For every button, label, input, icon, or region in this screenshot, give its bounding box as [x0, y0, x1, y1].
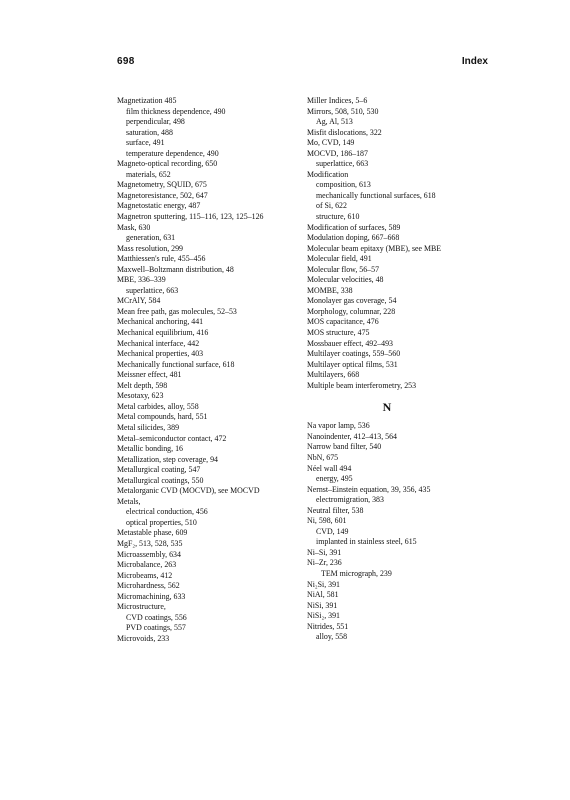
index-subentry: PVD coatings, 557 — [126, 623, 186, 633]
index-entry: MBE, 336–339 — [117, 275, 166, 285]
index-entry: Mechanical equilibrium, 416 — [117, 328, 209, 338]
index-subentry: electrical conduction, 456 — [126, 507, 208, 517]
index-entry: Microbalance, 263 — [117, 560, 177, 570]
index-entry: Molecular velocities, 48 — [307, 275, 384, 285]
index-entry: Melt depth, 598 — [117, 380, 168, 390]
index-section-m-continued — [307, 96, 497, 391]
index-entry: Mask, 630 — [117, 222, 151, 232]
index-entry: Neutral filter, 538 — [307, 505, 364, 515]
index-subentry: superlattice, 663 — [316, 159, 369, 169]
index-entry: Multilayer optical films, 531 — [307, 359, 398, 369]
index-entry: Magnetometry, SQUID, 675 — [117, 180, 207, 190]
index-entry: Mesotaxy, 623 — [117, 391, 164, 401]
index-entry: NiSi₂, 391 — [307, 611, 341, 621]
index-entry: Metallic bonding, 16 — [117, 444, 183, 454]
index-entry: Ni–Si, 391 — [307, 547, 342, 557]
index-subentry: surface, 491 — [126, 138, 165, 148]
index-entry: Mass resolution, 299 — [117, 243, 183, 253]
index-entry: Na vapor lamp, 536 — [307, 421, 370, 431]
index-entry: Molecular beam epitaxy (MBE), see MBE — [307, 243, 442, 253]
index-entry: Microbeams, 412 — [117, 570, 173, 580]
index-subentry: generation, 631 — [126, 233, 176, 243]
index-entry: Metal carbides, alloy, 558 — [117, 401, 199, 411]
index-entry: Misfit dislocations, 322 — [307, 127, 382, 137]
index-entry: MOS capacitance, 476 — [307, 317, 379, 327]
index-entry: Monolayer gas coverage, 54 — [307, 296, 397, 306]
index-section-n — [307, 421, 497, 642]
index-entry: MOCVD, 186–187 — [307, 148, 368, 158]
index-entry: Nernst–Einstein equation, 39, 356, 435 — [307, 484, 431, 494]
index-entry: Mirrors, 508, 510, 530 — [307, 106, 379, 116]
index-entry: Maxwell–Boltzmann distribution, 48 — [117, 264, 234, 274]
index-subentry: TEM micrograph, 239 — [321, 568, 392, 578]
index-entry: Morphology, columnar, 228 — [307, 306, 396, 316]
index-entry: MOMBE, 338 — [307, 285, 353, 295]
index-entry: Metal–semiconductor contact, 472 — [117, 433, 227, 443]
index-entry: Mean free path, gas molecules, 52–53 — [117, 306, 237, 316]
index-entry: Mechanical interface, 442 — [117, 338, 200, 348]
index-entry: Magnetoresistance, 502, 647 — [117, 190, 208, 200]
index-entry: Ni₂Si, 391 — [307, 579, 341, 589]
index-entry: Ni–Zr, 236 — [307, 558, 342, 568]
index-entry: Metalorganic CVD (MOCVD), see MOCVD — [117, 486, 260, 496]
index-subentry: film thickness dependence, 490 — [126, 106, 226, 116]
index-entry: NiAl, 581 — [307, 590, 339, 600]
index-entry: Molecular flow, 56–57 — [307, 264, 380, 274]
section-letter-heading: N — [382, 400, 392, 415]
index-entry: Nanoindenter, 412–413, 564 — [307, 431, 397, 441]
index-entry: Modification of surfaces, 589 — [307, 222, 401, 232]
index-subentry: electromigration, 383 — [316, 495, 384, 505]
index-subentry: alloy, 558 — [316, 632, 348, 642]
index-entry: Modification — [307, 169, 349, 179]
index-entry: Metallization, step coverage, 94 — [117, 454, 219, 464]
index-subentry: of Si, 622 — [316, 201, 347, 211]
index-subentry: materials, 652 — [126, 169, 171, 179]
index-entry: NbN, 675 — [307, 452, 339, 462]
index-column-left — [117, 96, 302, 644]
index-entry: Metastable phase, 609 — [117, 528, 188, 538]
index-subentry: temperature dependence, 490 — [126, 148, 219, 158]
index-column-right — [307, 96, 497, 643]
index-entry: Mechanical properties, 403 — [117, 349, 204, 359]
index-entry: Magnetron sputtering, 115–116, 123, 125–126 — [117, 212, 264, 222]
index-entry: Metallurgical coatings, 550 — [117, 475, 204, 485]
index-entry: Micromachining, 633 — [117, 591, 186, 601]
index-entry: Mo, CVD, 149 — [307, 138, 355, 148]
index-entry: Multilayers, 668 — [307, 370, 360, 380]
index-entry: Microvoids, 233 — [117, 633, 170, 643]
index-entry: Ni, 598, 601 — [307, 516, 347, 526]
index-subentry: CVD coatings, 556 — [126, 612, 187, 622]
index-subentry: Ag, Al, 513 — [316, 117, 353, 127]
index-entry: Molecular field, 491 — [307, 254, 372, 264]
index-entry: Microassembly, 634 — [117, 549, 181, 559]
index-subentry: energy, 495 — [316, 474, 353, 484]
index-subentry: saturation, 488 — [126, 127, 173, 137]
running-header-title: Index — [461, 56, 488, 67]
index-entry: Néel wall 494 — [307, 463, 352, 473]
index-entry: Modulation doping, 667–668 — [307, 233, 400, 243]
index-entry: Mechanically functional surface, 618 — [117, 359, 235, 369]
index-entry: NiSi, 391 — [307, 600, 338, 610]
index-subentry: optical properties, 510 — [126, 517, 197, 527]
index-subentry: CVD, 149 — [316, 526, 349, 536]
page-number: 698 — [117, 56, 135, 67]
index-entry: Microstructure, — [117, 602, 166, 612]
index-entry: MCrAlY, 584 — [117, 296, 161, 306]
index-entry: Matthiessen's rule, 455–456 — [117, 254, 206, 264]
index-entry: Magnetization 485 — [117, 96, 177, 105]
index-subentry: structure, 610 — [316, 212, 360, 222]
index-subentry: superlattice, 663 — [126, 285, 179, 295]
index-entry: Magneto-optical recording, 650 — [117, 159, 218, 169]
index-entry: Mossbauer effect, 492–493 — [307, 338, 393, 348]
index-entry: Multilayer coatings, 559–560 — [307, 349, 401, 359]
index-entry: Nitrides, 551 — [307, 621, 349, 631]
index-entry: Magnetostatic energy, 487 — [117, 201, 201, 211]
index-entry: Metal compounds, hard, 551 — [117, 412, 208, 422]
index-entry: Microhardness, 562 — [117, 581, 180, 591]
index-subentry: mechanically functional surfaces, 618 — [316, 190, 436, 200]
index-entry: Mechanical anchoring, 441 — [117, 317, 204, 327]
index-entry: MgF₂, 513, 528, 535 — [117, 538, 183, 548]
index-subentry: composition, 613 — [316, 180, 371, 190]
index-subentry: perpendicular, 498 — [126, 117, 185, 127]
index-entry: Metals, — [117, 496, 141, 506]
index-entry: Narrow band filter, 540 — [307, 442, 382, 452]
index-entry: Multiple beam interferometry, 253 — [307, 380, 417, 390]
index-entry: Meissner effect, 481 — [117, 370, 182, 380]
index-entry: Metal silicides, 389 — [117, 422, 180, 432]
index-subentry: implanted in stainless steel, 615 — [316, 537, 417, 547]
index-entry: Miller Indices, 5–6 — [307, 96, 368, 105]
index-entry: Metallurgical coating, 547 — [117, 465, 201, 475]
index-entry: MOS structure, 475 — [307, 328, 370, 338]
